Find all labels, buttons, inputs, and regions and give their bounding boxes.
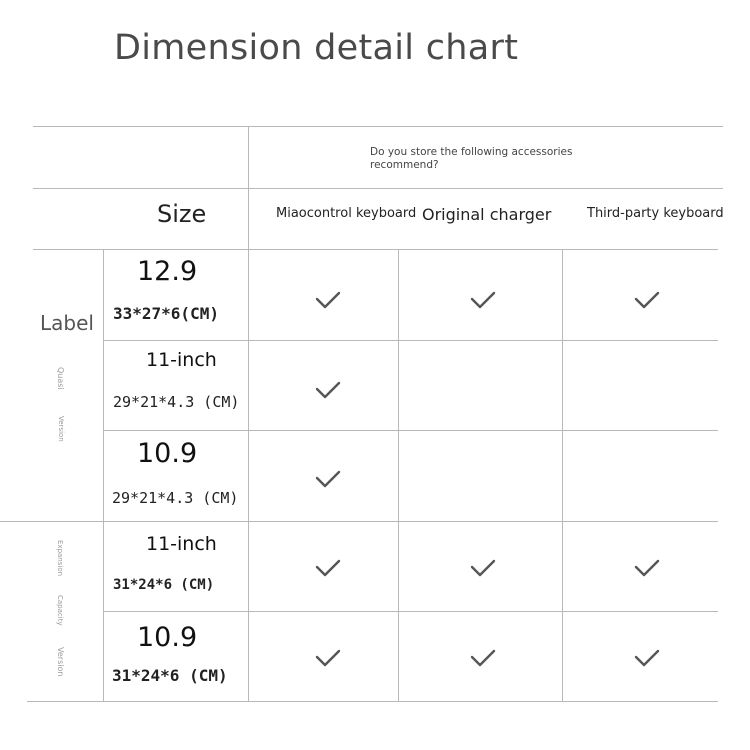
table-rule-group <box>0 521 718 522</box>
group-vertical-version: Version <box>57 416 65 442</box>
checkmark-icon <box>314 290 342 310</box>
checkmark-icon <box>469 290 497 310</box>
table-rule-body-top <box>33 249 718 250</box>
checkmark-icon <box>314 558 342 578</box>
group-vertical-capacity: Capacity <box>56 595 64 626</box>
checkmark-icon <box>314 469 342 489</box>
row-4-dimensions: 31*24*6 (CM) <box>113 577 215 593</box>
table-rule-bottom <box>27 701 718 702</box>
column-header-original-charger: Original charger <box>422 205 552 224</box>
group-vertical-version-2: Version <box>56 647 65 677</box>
row-2-model: 11-inch <box>146 349 217 371</box>
table-rule-column-2 <box>398 249 399 701</box>
table-rule-row-1 <box>103 340 718 341</box>
size-column-header: Size <box>157 200 207 228</box>
row-1-model: 12.9 <box>137 256 198 287</box>
checkmark-icon <box>314 380 342 400</box>
column-header-third-party-keyboard: Third-party keyboard <box>587 206 724 221</box>
row-5-model: 10.9 <box>137 622 198 653</box>
row-3-dimensions: 29*21*4.3 (CM) <box>112 489 239 507</box>
row-1-dimensions: 33*27*6(CM) <box>113 304 219 323</box>
group-vertical-expansion: Expansion <box>56 540 64 577</box>
table-rule-size-column <box>248 126 249 701</box>
accessories-question: Do you store the following accessories recommend? <box>370 146 573 171</box>
checkmark-icon <box>469 648 497 668</box>
checkmark-icon <box>469 558 497 578</box>
checkmark-icon <box>633 558 661 578</box>
table-rule-group-column <box>103 249 104 701</box>
page-title: Dimension detail chart <box>114 28 519 68</box>
table-rule-row-4 <box>103 611 718 612</box>
table-rule-header <box>33 188 723 189</box>
table-rule-top <box>33 126 723 127</box>
checkmark-icon <box>633 648 661 668</box>
checkmark-icon <box>633 290 661 310</box>
column-header-miaocontrol-keyboard: Miaocontrol keyboard <box>276 206 417 221</box>
group-label: Label <box>40 311 94 335</box>
row-2-dimensions: 29*21*4.3 (CM) <box>113 393 240 411</box>
checkmark-icon <box>314 648 342 668</box>
table-rule-row-2 <box>103 430 718 431</box>
table-rule-column-3 <box>562 249 563 701</box>
row-3-model: 10.9 <box>137 438 198 469</box>
row-5-dimensions: 31*24*6 (CM) <box>112 666 228 685</box>
row-4-model: 11-inch <box>146 533 217 555</box>
group-vertical-quasi: Quasi <box>56 367 65 390</box>
